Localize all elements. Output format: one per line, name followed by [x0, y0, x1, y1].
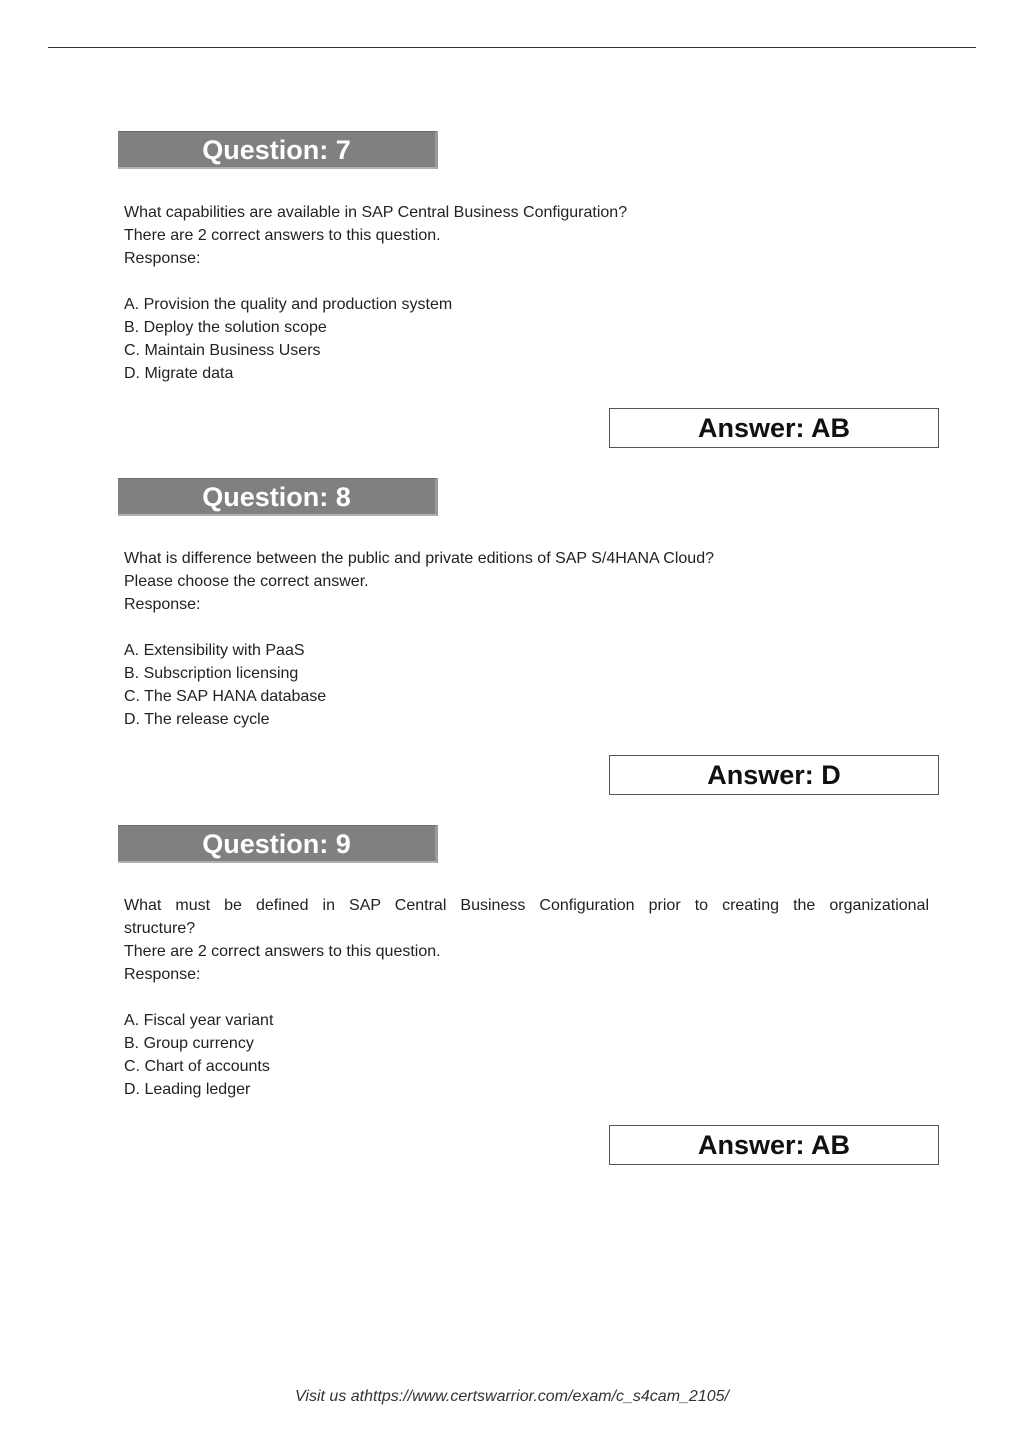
option-a: A. Extensibility with PaaS [124, 642, 305, 659]
question-text: What must be defined in SAP Central Business Configuration prior to creating the organizational [124, 897, 929, 914]
question-header: Question: 8 [118, 478, 438, 516]
option-d: D. Leading ledger [124, 1081, 251, 1098]
question-header: Question: 7 [118, 131, 438, 169]
question-body [124, 894, 929, 1101]
question-text: What is difference between the public and private editions of SAP S/4HANA Cloud? [124, 550, 714, 567]
option-c: C. Maintain Business Users [124, 342, 321, 359]
footer-link-text: Visit us athttps://www.certswarrior.com/exam/c_s4cam_2105/ [295, 1388, 729, 1405]
option-d: D. The release cycle [124, 711, 270, 728]
response-label: Response: [124, 966, 201, 983]
option-b: B. Deploy the solution scope [124, 319, 327, 336]
answer-box: Answer: AB [609, 408, 939, 448]
option-c: C. Chart of accounts [124, 1058, 270, 1075]
response-label: Response: [124, 250, 201, 267]
question-text-continued: structure? [124, 920, 196, 937]
question-text: What capabilities are available in SAP Central Business Configuration? [124, 204, 628, 221]
top-rule [48, 47, 976, 48]
answer-box: Answer: AB [609, 1125, 939, 1165]
question-header: Question: 9 [118, 825, 438, 863]
answer-box: Answer: D [609, 755, 939, 795]
question-body [124, 547, 929, 731]
option-b: B. Subscription licensing [124, 665, 299, 682]
option-a: A. Provision the quality and production system [124, 296, 453, 313]
option-d: D. Migrate data [124, 365, 234, 382]
option-b: B. Group currency [124, 1035, 254, 1052]
response-label: Response: [124, 596, 201, 613]
option-a: A. Fiscal year variant [124, 1012, 274, 1029]
question-instruction: There are 2 correct answers to this question. [124, 227, 441, 244]
question-instruction: There are 2 correct answers to this question. [124, 943, 441, 960]
question-body [124, 201, 929, 385]
question-instruction: Please choose the correct answer. [124, 573, 369, 590]
option-c: C. The SAP HANA database [124, 688, 327, 705]
